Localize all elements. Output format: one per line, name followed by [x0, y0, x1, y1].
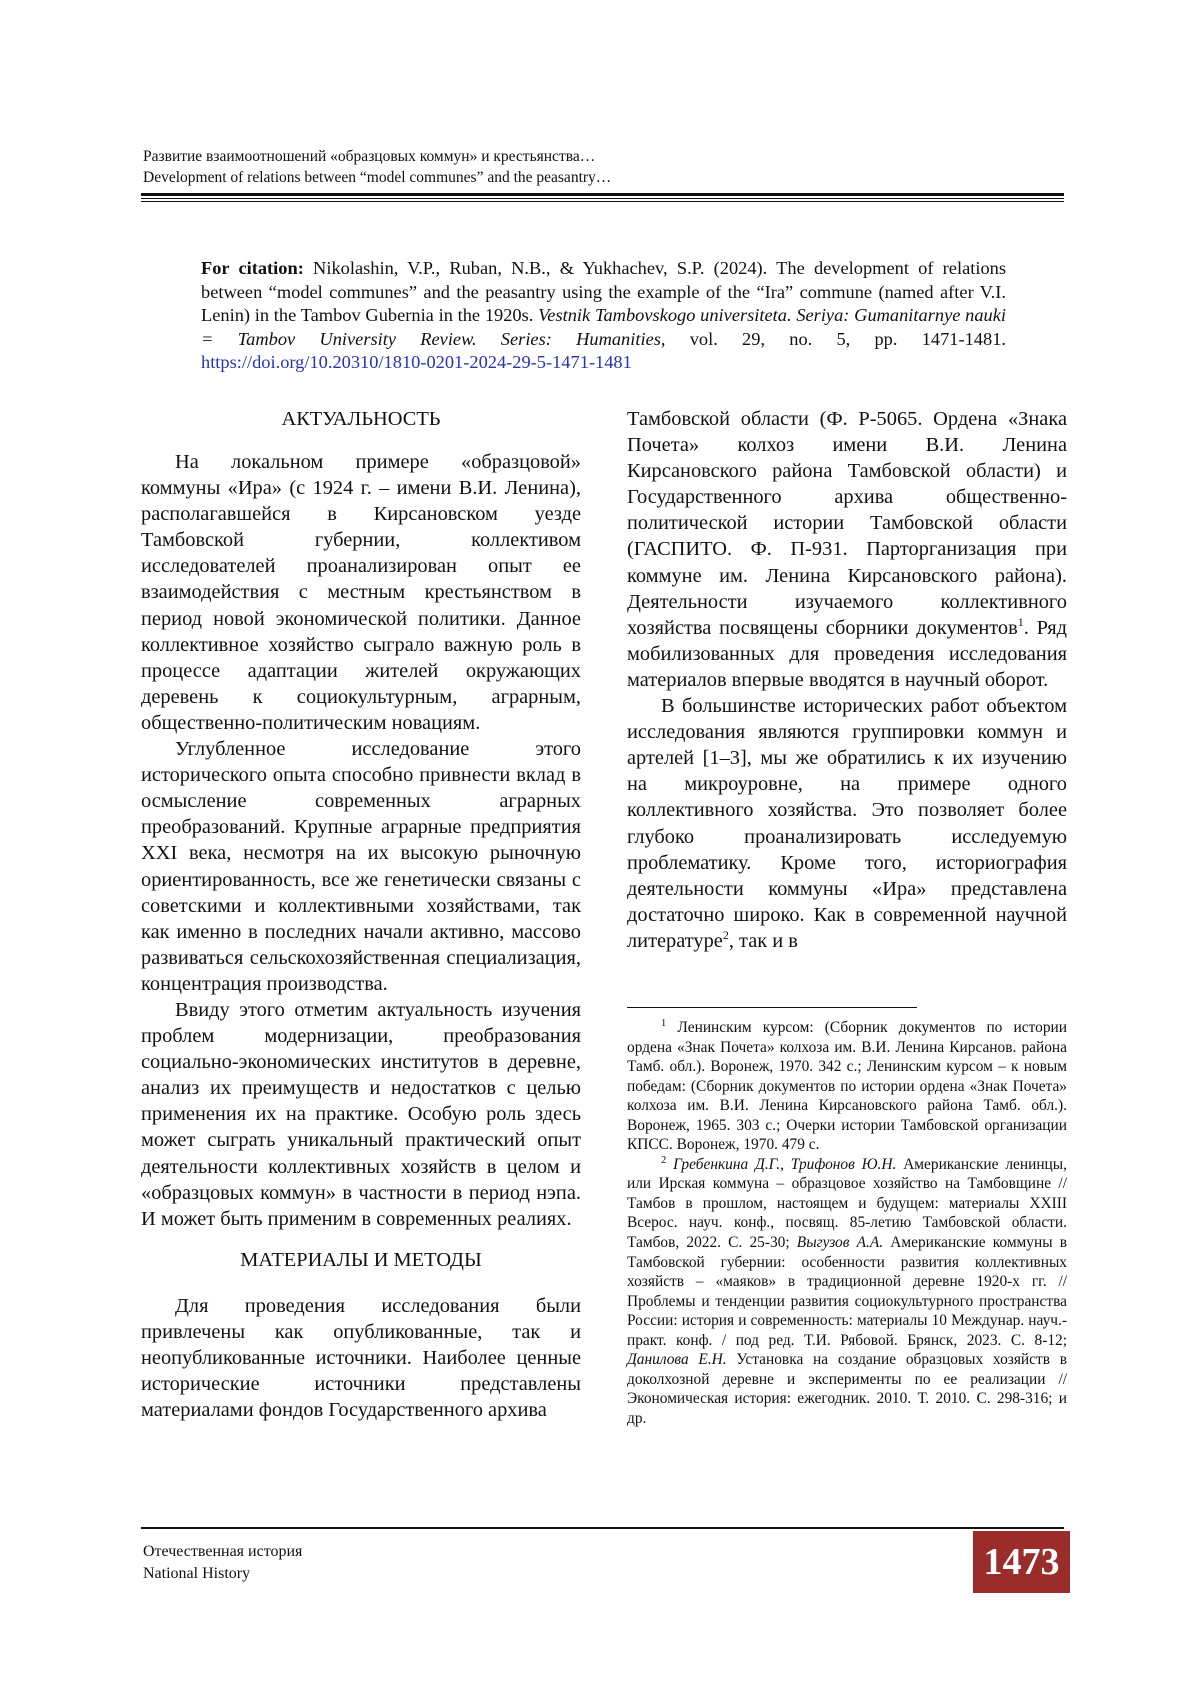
- footer-rule: [141, 1527, 1064, 1529]
- journal-name-en: National History: [143, 1565, 251, 1582]
- footnote-author: Выгузов А.А.: [796, 1234, 884, 1252]
- citation-doi-link[interactable]: https://doi.org/10.20310/1810-0201-2024-29-5-1471-1481: [201, 352, 632, 373]
- footnote-text: Установка на создание образцовых хозяйств в доколхозной деревне и эксперименты по ее реализации // Экономическая история: ежегодник. 2010. Т. 2010. С. 298-316; и др.: [627, 1351, 1067, 1427]
- journal-name-ru: Отечественная история: [143, 1543, 303, 1560]
- footnote-ref-1[interactable]: 1: [1017, 614, 1024, 629]
- citation-block: [201, 257, 1006, 375]
- right-column: [627, 406, 1067, 954]
- heading-relevance: АКТУАЛЬНОСТЬ: [281, 408, 441, 430]
- citation-label: For citation:: [201, 258, 304, 278]
- paragraph-text: В большинстве исторических работ объектом исследования являются группировки коммун и артелей [1–3], мы же обратились к их изучению на микроуровне, на примере одного коллективного хозяйства. Это позволяет более глубоко проанализировать исследуемую проблематику. Кроме того, историография деятельности коммуны «Ира» представлена достаточно широко. Как в современной научной литературе: [627, 695, 1067, 952]
- footnote-text: Американские ленинцы, или Ирская коммуна – образцовое хозяйство на Тамбовщине // Тамбов в прошлом, настоящем и будущем: материалы XXIII Всерос. науч. конф., посвящ. 85-летию Тамбовской области. Тамбов, 2022. С. 25-30;: [627, 1155, 1067, 1252]
- header-rule-thin-2: [141, 201, 1064, 202]
- header-rule-thin-1: [141, 198, 1064, 199]
- footnote-2: [627, 1155, 1067, 1429]
- paragraph: На локальном примере «образцовой» коммуны «Ира» (с 1924 г. – имени В.И. Ленина), располагавшейся в Кирсановском уезде Тамбовской губернии, коллективом исследователей проанализирован опыт ее взаимодействия с местным крестьянством в период новой экономической политики. Данное коллективное хозяйство сыграло важную роль в процессе адаптации жителей окружающих деревень к социокультурным, аграрным, общественно-политическим новациям.: [141, 451, 581, 734]
- paragraph: Ввиду этого отметим актуальность изучения проблем модернизации, преобразования социально-экономических институтов в деревне, анализ их преимуществ и недостатков с целью применения их на практике. Особую роль здесь может сыграть уникальный практический опыт деятельности коллективных хозяйств в целом и «образцовых коммун» в частности в период нэпа. И может быть применим в современных реалиях.: [141, 998, 581, 1230]
- paragraph: [627, 406, 1067, 693]
- heading-materials-methods: МАТЕРИАЛЫ И МЕТОДЫ: [240, 1248, 482, 1271]
- citation-text: Nikolashin, V.P., Ruban, N.B., & Yukhachev, S.P. (2024). The development of relations between “model communes” and the peasantry using the example of the “Ira” commune (named after V.I. Lenin) in the Tambov Gubernia in the 1920s.: [201, 258, 1006, 326]
- footnotes: [627, 1018, 1067, 1428]
- footnote-separator: [627, 1007, 917, 1008]
- paragraph: [627, 693, 1067, 954]
- footnote-text: Американские коммуны в Тамбовской губернии: особенности развития коллективных хозяйств – «маяков» в традиционной деревне 1920-х гг. // Проблемы и тенденции развития социокультурного пространства России: история и современность: материалы 10 Междунар. науч.-практ. конф. / под ред. Т.И. Рябовой. Брянск, 2023. С. 8-12;: [627, 1234, 1067, 1349]
- footnote-text: Ленинским курсом: (Сборник документов по истории ордена «Знак Почета» колхоза им. В.И. Ленина Кирсанов. района Тамб. обл.). Воронеж, 1970. 342 с.; Ленинским курсом – к новым победам: (Сборник документов по истории ордена «Знак Почета» колхоза им. В.И. Ленина Кирсановского района Тамб. обл.). Воронеж, 1965. 303 с.; Очерки истории Тамбовской организации КПСС. Воронеж, 1970. 479 с.: [627, 1019, 1067, 1154]
- footnote-ref-2[interactable]: 2: [722, 928, 729, 943]
- paragraph-text: Тамбовской области (Ф. Р-5065. Ордена «Знака Почета» колхоз имени В.И. Ленина Кирсановского района Тамбовской области) и Государственного архива общественно-политической истории Тамбовской области (ГАСПИТО. Ф. П-931. Парторганизация при коммуне им. Ленина Кирсановского района). Деятельности изучаемого коллективного хозяйства посвящены сборники документов: [627, 408, 1067, 639]
- left-column: [141, 406, 581, 1423]
- page-number-badge: 1473: [973, 1531, 1070, 1593]
- running-header-ru: Развитие взаимоотношений «образцовых коммун» и крестьянства…: [143, 148, 596, 165]
- footnote-author: Гребенкина Д.Г., Трифонов Ю.Н.: [666, 1155, 897, 1173]
- footnote-1: [627, 1018, 1067, 1155]
- header-rule-thick: [141, 193, 1064, 196]
- footnote-number: 2: [661, 1154, 667, 1166]
- footnote-number: 1: [661, 1017, 667, 1029]
- footnote-author: Данилова Е.Н.: [627, 1351, 727, 1369]
- running-header-en: Development of relations between “model communes” and the peasantry…: [143, 169, 612, 186]
- running-header: [143, 146, 611, 188]
- citation-volume: , vol. 29, no. 5, pp. 1471-1481.: [660, 328, 1006, 349]
- citation-journal: Vestnik Tambovskogo universiteta. Seriya: Gumanitarnye nauki = Tambov University Review. Series: Humanities: [201, 305, 1006, 349]
- paragraph-text: , так и в: [728, 929, 798, 952]
- paragraph: Углубленное исследование этого исторического опыта способно привнести вклад в осмысление современных аграрных преобразований. Крупные аграрные предприятия XXI века, несмотря на их высокую рыночную ориентированность, все же генетически связаны с советскими и коллективными хозяйствами, так как именно в последних начали активно, массово развиваться сельскохозяйственная специализация, концентрация производства.: [141, 738, 581, 995]
- paragraph-text: . Ряд мобилизованных для проведения исследования материалов впервые вводятся в научный оборот.: [627, 616, 1067, 691]
- footer-journal: [143, 1541, 302, 1585]
- paragraph: Для проведения исследования были привлечены как опубликованные, так и неопубликованные источники. Наиболее ценные исторические источники представлены материалами фондов Государственного архива: [141, 1294, 581, 1422]
